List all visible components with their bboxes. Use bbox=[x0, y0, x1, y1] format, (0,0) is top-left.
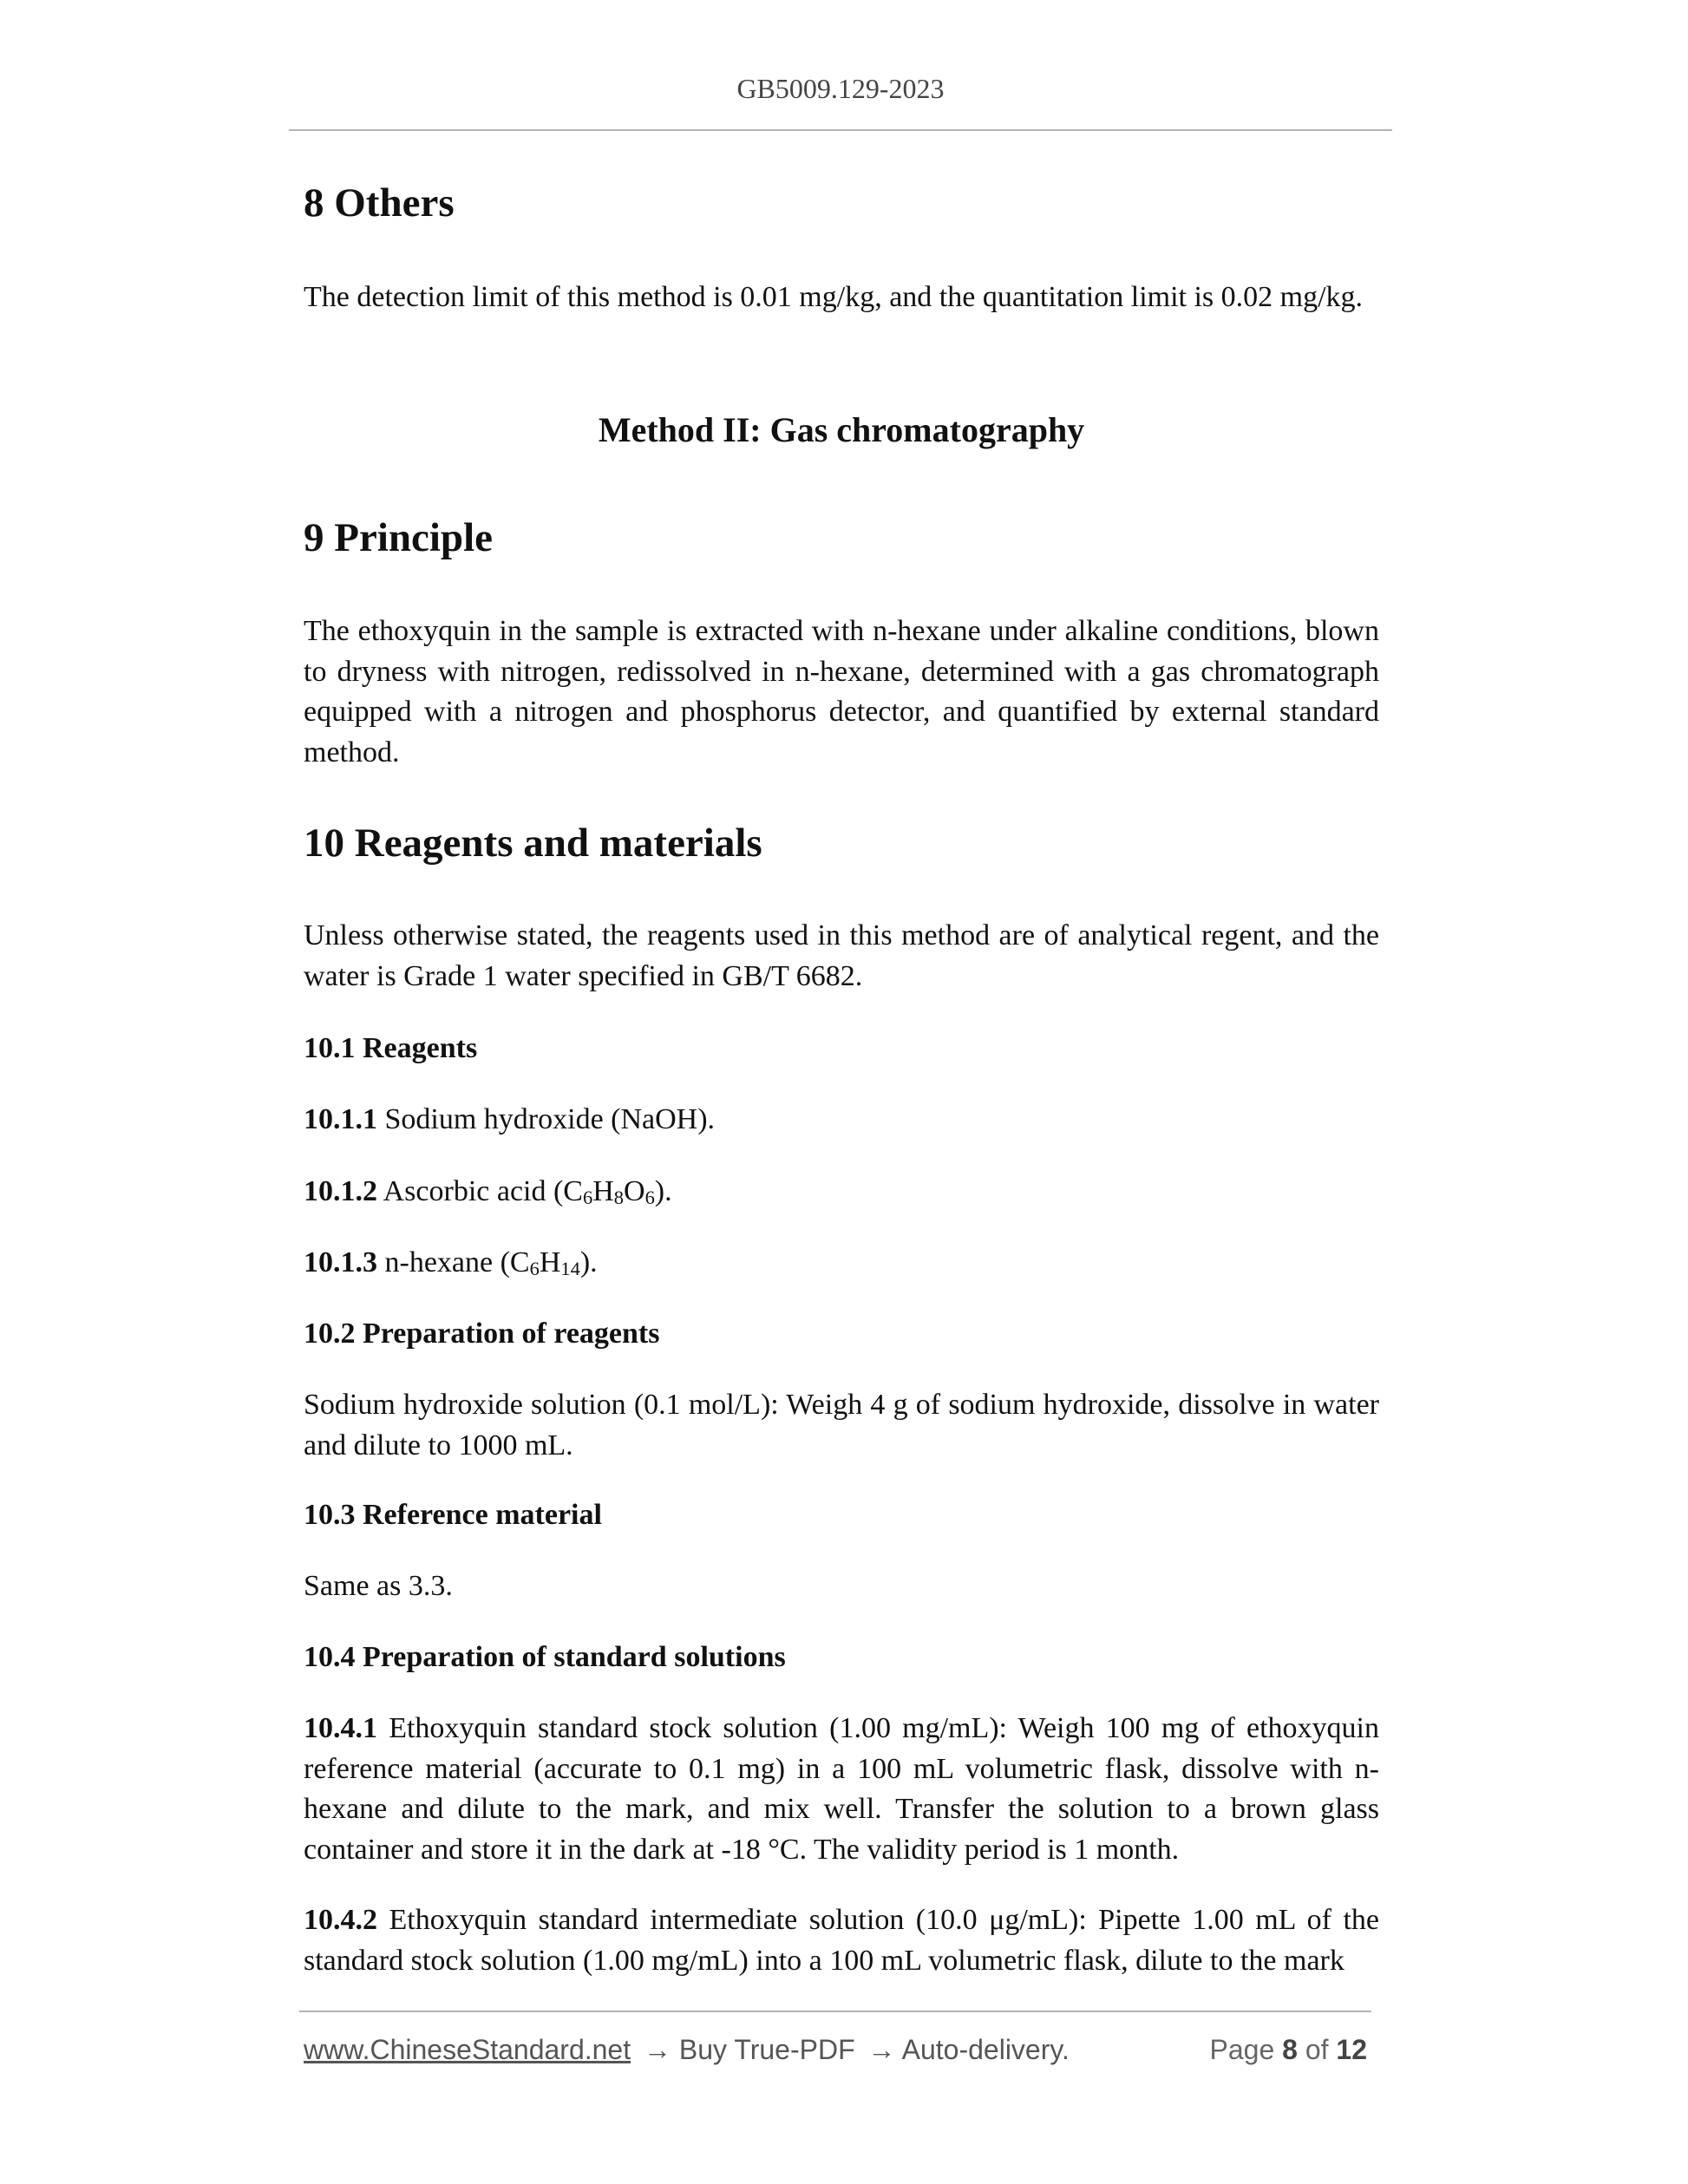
section-10-4-1 bbox=[304, 1709, 1379, 1870]
section-10-text: Unless otherwise stated, the reagents used in this method are of analytical regent, and the water is Grade 1 water specified in GB/T 6682. bbox=[304, 919, 1379, 992]
page-indicator bbox=[1210, 2034, 1367, 2066]
section-10-1-title: 10.1 Reagents bbox=[304, 1032, 478, 1064]
clause-text: Ethoxyquin standard intermediate solution (10.0 μg/mL): Pipette 1.00 mL of the standard stock solution (1.00 mg/mL) into a 100 mL volumetric flask, dilute to the mark bbox=[304, 1904, 1379, 1977]
subscript: 6 bbox=[583, 1187, 593, 1209]
subscript: 6 bbox=[644, 1187, 655, 1209]
section-10-2-title: 10.2 Preparation of reagents bbox=[304, 1318, 660, 1350]
formula-part: H bbox=[539, 1246, 561, 1278]
section-10-4-2 bbox=[304, 1900, 1379, 1981]
arrow-right-icon: → bbox=[867, 2034, 896, 2065]
section-10-1-3 bbox=[304, 1243, 1379, 1284]
section-10-3-title: 10.3 Reference material bbox=[304, 1499, 602, 1531]
clause-text: Ascorbic acid (C bbox=[383, 1175, 583, 1207]
subscript: 8 bbox=[613, 1187, 624, 1209]
clause-text: Sodium hydroxide (NaOH). bbox=[384, 1103, 716, 1135]
delivery-text: Auto-delivery. bbox=[901, 2034, 1070, 2065]
clause-text: n-hexane (C bbox=[384, 1246, 530, 1278]
website-link[interactable]: www.ChineseStandard.net bbox=[304, 2034, 631, 2065]
clause-number: 10.1.3 bbox=[304, 1246, 377, 1278]
page-current: 8 bbox=[1282, 2034, 1298, 2065]
clause-number: 10.1.2 bbox=[304, 1175, 377, 1207]
section-8-title: 8 Others bbox=[304, 180, 455, 226]
buy-text: Buy True-PDF bbox=[678, 2034, 855, 2065]
section-9-text: The ethoxyquin in the sample is extracted with n-hexane under alkaline conditions, blown to dryness with nitrogen, redissolved in n-hexane, determined with a gas chromatograph equipped with a nitrogen and phosphorus detector, and quantified by external standard method. bbox=[304, 615, 1379, 768]
clause-number: 10.4.2 bbox=[304, 1904, 377, 1936]
clause-number: 10.1.1 bbox=[304, 1103, 377, 1135]
section-10-1-1 bbox=[304, 1100, 1379, 1141]
method-2-title: Method II: Gas chromatography bbox=[598, 410, 1085, 449]
page-label: Page bbox=[1209, 2034, 1275, 2065]
section-10-3-text: Same as 3.3. bbox=[304, 1570, 453, 1602]
formula-part: ). bbox=[654, 1175, 672, 1207]
section-10-1-2 bbox=[304, 1172, 1379, 1213]
section-10-title: 10 Reagents and materials bbox=[304, 821, 762, 866]
section-10-4-title: 10.4 Preparation of standard solutions bbox=[304, 1641, 786, 1673]
formula-part: H bbox=[592, 1175, 614, 1207]
clause-number: 10.4.1 bbox=[304, 1712, 377, 1744]
subscript: 6 bbox=[529, 1258, 540, 1280]
formula-part: O bbox=[624, 1175, 645, 1207]
formula-part: ). bbox=[579, 1246, 598, 1278]
footer-divider bbox=[299, 2011, 1371, 2012]
clause-text: Ethoxyquin standard stock solution (1.00 mg/mL): Weigh 100 mg of ethoxyquin reference material (accurate to 0.1 mg) in a 100 mL volumetric flask, dissolve with n-hexane and dilute to the mark, and mix well. Transfer the solution to a brown glass container and store it in the dark at -18 °C. The validity period is 1 month. bbox=[304, 1712, 1379, 1866]
subscript: 14 bbox=[560, 1258, 580, 1280]
page-of-label: of bbox=[1305, 2034, 1329, 2065]
footer-promo bbox=[304, 2034, 1070, 2066]
header-divider bbox=[289, 129, 1392, 131]
section-10-2-text: Sodium hydroxide solution (0.1 mol/L): Weigh 4 g of sodium hydroxide, dissolve in water and dilute to 1000 mL. bbox=[304, 1389, 1379, 1461]
arrow-right-icon: → bbox=[644, 2034, 671, 2065]
section-9-title: 9 Principle bbox=[304, 515, 493, 560]
section-8-text: The detection limit of this method is 0.01 mg/kg, and the quantitation limit is 0.02 mg/kg. bbox=[304, 281, 1364, 313]
page-header-code: GB5009.129-2023 bbox=[736, 73, 945, 104]
page-total: 12 bbox=[1336, 2034, 1367, 2065]
